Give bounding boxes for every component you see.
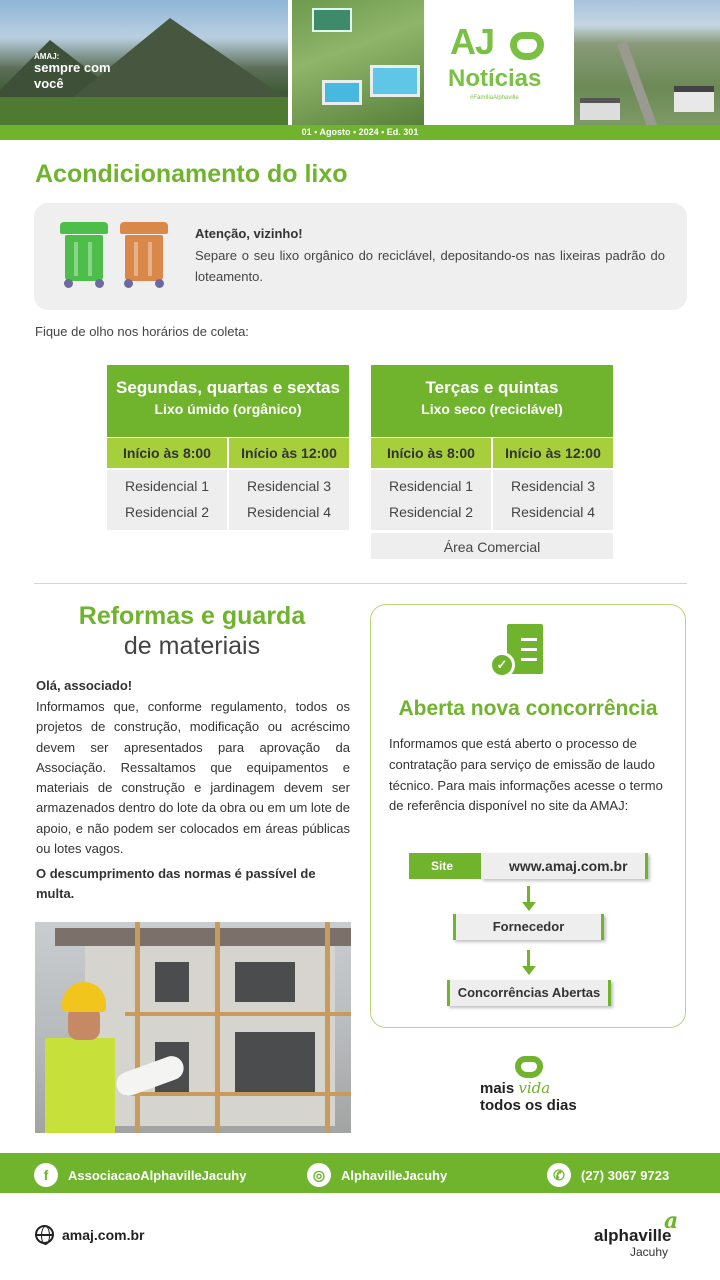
collection-intro: Fique de olho nos horários de coleta:	[35, 324, 249, 339]
schedule-areas-cell	[229, 470, 349, 530]
arrow-down-icon	[522, 886, 536, 914]
reforms-subtitle: de materiais	[123, 632, 261, 660]
slogan-vida: vida	[518, 1079, 551, 1097]
facebook-link[interactable]	[34, 1163, 246, 1187]
neighborhood-aerial-photo	[574, 0, 720, 125]
alert-heading: Atenção, vizinho!	[195, 226, 303, 241]
slogan-line2: todos os dias	[480, 1097, 577, 1114]
whatsapp-link[interactable]	[547, 1163, 669, 1187]
schedule-area: Residencial 4	[246, 504, 332, 520]
flow-site-url-link[interactable]: www.amaj.com.br	[481, 853, 648, 879]
instagram-icon: ◎	[307, 1163, 331, 1187]
arrow-down-icon	[522, 950, 536, 978]
schedule-area: Residencial 3	[246, 478, 332, 494]
waste-section-title: Acondicionamento do lixo	[35, 160, 348, 188]
bid-text: Informamos que está aberto o processo de contratação para serviço de emissão de laudo técnico. Para mais informações acesse o termo de referência disponível no site da AMAJ:	[389, 736, 663, 814]
header-tag-small: AMAJ:	[34, 52, 60, 61]
schedule-area: Residencial 4	[510, 504, 596, 520]
schedule-days: Terças e quintas	[425, 378, 559, 397]
schedule-commercial-area: Área Comercial	[371, 533, 613, 559]
heart-icon	[515, 1056, 543, 1078]
schedule-recyclable-header	[371, 365, 613, 437]
brand-name: alphaville	[594, 1226, 672, 1245]
bid-title: Aberta nova concorrência	[398, 697, 658, 720]
reforms-warning: O descumprimento das normas é passível de multa.	[36, 866, 316, 901]
schedule-type: Lixo seco (reciclável)	[421, 401, 563, 417]
schedule-organic-header	[107, 365, 349, 437]
schedule-time: Início às 12:00	[493, 438, 613, 468]
facebook-icon: f	[34, 1163, 58, 1187]
schedule-type: Lixo úmido (orgânico)	[154, 401, 302, 417]
reforms-greeting: Olá, associado!	[36, 678, 133, 693]
alert-text: Separe o seu lixo orgânico do reciclável, depositando-os nas lixeiras padrão do loteamento.	[195, 248, 665, 284]
schedule-area: Residencial 1	[388, 478, 474, 494]
flow-site-label: Site	[409, 853, 481, 879]
document-check-icon: ✓	[501, 624, 543, 678]
flow-step-open-bids: Concorrências Abertas	[447, 980, 611, 1006]
reforms-body: Informamos que, conforme regulamento, todos os projetos de construção, modificação ou acréscimo devem ser apresentados para aprovação da Associação. Ressaltamos que equipamentos e materiais de construção e jardinagem devem ser armazenados dentro do lote da obra ou em um lote de apoio, e não podem ser colocados em áreas públicas ou lotes vagos.	[36, 699, 350, 857]
brand-mark: a	[664, 1208, 679, 1234]
flow-step-supplier: Fornecedor	[453, 914, 604, 940]
brand-location: Jacuhy	[630, 1245, 669, 1259]
edition-info: 01 • Agosto • 2024 • Ed. 301	[301, 127, 419, 137]
orange-trash-bin-icon	[122, 222, 166, 288]
mountain-photo	[0, 0, 288, 125]
website-url: amaj.com.br	[62, 1226, 145, 1243]
instagram-handle: AlphavilleJacuhy	[341, 1167, 448, 1183]
green-trash-bin-icon	[62, 222, 106, 288]
schedule-time: Início às 12:00	[229, 438, 349, 468]
slogan-line1	[480, 1079, 550, 1097]
schedule-areas-cell	[371, 470, 491, 530]
schedule-areas-cell	[493, 470, 613, 530]
facebook-handle: AssociacaoAlphavilleJacuhy	[68, 1167, 247, 1183]
globe-icon	[35, 1225, 54, 1244]
instagram-link[interactable]	[307, 1163, 447, 1187]
header-banner	[0, 0, 720, 125]
whatsapp-number: (27) 3067 9723	[581, 1167, 670, 1183]
website-link[interactable]	[35, 1225, 144, 1244]
schedule-areas-cell	[107, 470, 227, 530]
schedule-area: Residencial 2	[388, 504, 474, 520]
schedule-days: Segundas, quartas e sextas	[116, 378, 340, 397]
schedule-area: Residencial 1	[124, 478, 210, 494]
slogan-mais: mais	[480, 1080, 515, 1097]
schedule-time: Início às 8:00	[107, 438, 227, 468]
schedule-area: Residencial 2	[124, 504, 210, 520]
aj-noticias-logo	[428, 0, 570, 125]
logo-aj-text: AJ	[450, 21, 495, 62]
logo-title: Notícias	[448, 65, 542, 92]
whatsapp-icon: ✆	[547, 1163, 571, 1187]
schedule-time: Início às 8:00	[371, 438, 491, 468]
club-aerial-photo	[292, 0, 424, 125]
construction-photo	[35, 922, 351, 1133]
logo-hashtag: #FamíliaAlphaville	[470, 95, 519, 101]
heart-icon	[510, 32, 544, 60]
reforms-title: Reformas e guarda	[78, 602, 306, 630]
header-tagline: sempre com você	[34, 60, 111, 91]
section-divider	[34, 583, 687, 584]
schedule-area: Residencial 3	[510, 478, 596, 494]
